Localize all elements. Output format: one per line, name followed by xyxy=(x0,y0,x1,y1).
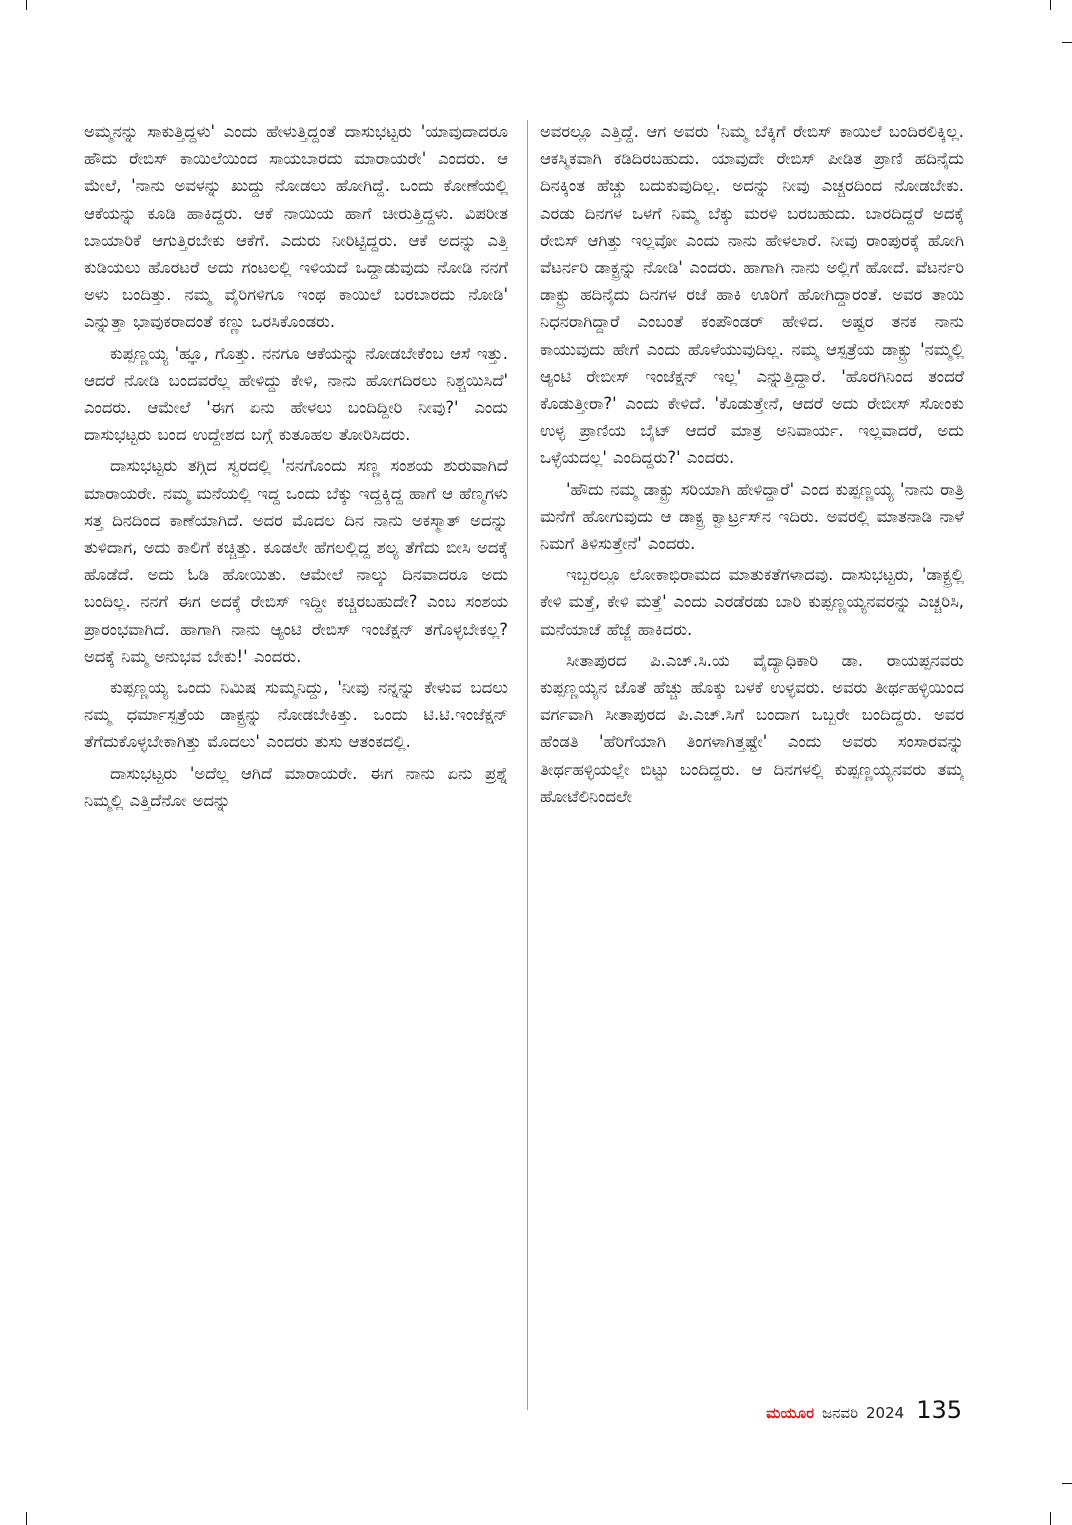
crop-mark-bottom-right xyxy=(1050,1512,1051,1525)
article-body xyxy=(84,118,964,1400)
crop-mark-top-left xyxy=(26,0,27,10)
page-footer xyxy=(766,1396,962,1424)
paragraph: ಕುಪ್ಪಣ್ಣಯ್ಯ ಒಂದು ನಿಮಿಷ ಸುಮ್ಮನಿದ್ದು, 'ನೀವು ನನ್ನನ್ನು ಕೇಳುವ ಬದಲು ನಮ್ಮ ಧರ್ಮಾಸ್ಪತ್ರೆಯ ಡಾಕ್ಟ್ರನ್ನು ನೋಡಬೇಕಿತ್ತು. ಒಂದು ಟಿ.ಟಿ.ಇಂಜೆಕ್ಷನ್ ತೆಗೆದುಕೊಳ್ಳಬೇಕಾಗಿತ್ತು ಮೊದಲು' ಎಂದರು ತುಸು ಆತಂಕದಲ್ಲಿ. xyxy=(84,678,508,752)
left-column xyxy=(84,118,508,1400)
paragraph: ಇಬ್ಬರಲ್ಲೂ ಲೋಕಾಭಿರಾಮದ ಮಾತುಕತೆಗಳಾದವು. ದಾಸುಭಟ್ಟರು, 'ಡಾಕ್ಟ್ರಲ್ಲಿ ಕೇಳಿ ಮತ್ತೆ, ಕೇಳಿ ಮತ್ತೆ' ಎಂದು ಎರಡೆರಡು ಬಾರಿ ಕುಪ್ಪಣ್ಣಯ್ಯನವರನ್ನು ಎಚ್ಚರಿಸಿ, ಮನೆಯಾಚೆ ಹೆಜ್ಜೆ ಹಾಕಿದರು. xyxy=(540,565,964,639)
paragraph: ಕುಪ್ಪಣ್ಣಯ್ಯ 'ಹ್ಞೂ, ಗೊತ್ತು. ನನಗೂ ಆಕೆಯನ್ನು ನೋಡಬೇಕೆಂಬ ಆಸೆ ಇತ್ತು. ಆದರೆ ನೋಡಿ ಬಂದವರೆಲ್ಲ ಹೇಳಿದ್ದು ಕೇಳಿ, ನಾನು ಹೋಗದಿರಲು ನಿಶ್ಚಯಿಸಿದೆ' ಎಂದರು. ಆಮೇಲೆ 'ಈಗ ಏನು ಹೇಳಲು ಬಂದಿದ್ದೀರಿ ನೀವು?' ಎಂದು ದಾಸುಭಟ್ಟರು ಬಂದ ಉದ್ದೇಶದ ಬಗ್ಗೆ ಕುತೂಹಲ ತೋರಿಸಿದರು. xyxy=(84,343,508,445)
paragraph: 'ಹೌದು ನಮ್ಮ ಡಾಕ್ಟ್ರು ಸರಿಯಾಗಿ ಹೇಳಿದ್ದಾರೆ' ಎಂದ ಕುಪ್ಪಣ್ಣಯ್ಯ 'ನಾನು ರಾತ್ರಿ ಮನೆಗೆ ಹೋಗುವುದು ಆ ಡಾಕ್ಟ್ರ ಕ್ವಾರ್ಟ್ರಸ್‌ನ ಇದಿರು. ಅವರಲ್ಲಿ ಮಾತನಾಡಿ ನಾಳೆ ನಿಮಗೆ ತಿಳಿಸುತ್ತೇನೆ' ಎಂದರು. xyxy=(540,479,964,554)
page-number: 135 xyxy=(916,1396,962,1424)
right-column xyxy=(540,118,964,1400)
issue-month: ಜನವರಿ xyxy=(822,1404,858,1422)
crop-mark-bottom-left xyxy=(26,1512,27,1525)
paragraph: ದಾಸುಭಟ್ಟರು 'ಅದೆಲ್ಲ ಆಗಿದೆ ಮಾರಾಯರೇ. ಈಗ ನಾನು ಏನು ಪ್ರಶ್ನೆ ನಿಮ್ಮಲ್ಲಿ ಎತ್ತಿದೆನೋ ಅದನ್ನು xyxy=(84,763,508,810)
issue-year: 2024 xyxy=(866,1404,905,1422)
crop-mark-right-bottom xyxy=(1062,1483,1072,1484)
paragraph: ದಾಸುಭಟ್ಟರು ತಗ್ಗಿದ ಸ್ವರದಲ್ಲಿ 'ನನಗೊಂದು ಸಣ್ಣ ಸಂಶಯ ಶುರುವಾಗಿದೆ ಮಾರಾಯರೇ. ನಮ್ಮ ಮನೆಯಲ್ಲಿ ಇದ್ದ ಒಂದು ಬೆಕ್ಕು ಇದ್ದಕ್ಕಿದ್ದ ಹಾಗೆ ಆ ಹೆಣ್ಮಗಳು ಸತ್ತ ದಿನದಿಂದ ಕಾಣೆಯಾಗಿದೆ. ಅದರ ಮೊದಲ ದಿನ ನಾನು ಅಕಸ್ಮಾತ್ ಅದನ್ನು ತುಳಿದಾಗ, ಅದು ಕಾಲಿಗೆ ಕಚ್ಚಿತ್ತು. ಕೂಡಲೇ ಹೆಗಲಲ್ಲಿದ್ದ ಶಲ್ಯ ತೆಗೆದು ಬೀಸಿ ಅದಕ್ಕೆ ಹೊಡೆದೆ. ಅದು ಓಡಿ ಹೋಯಿತು. ಆಮೇಲೆ ನಾಲ್ಕು ದಿನವಾದರೂ ಅದು ಬಂದಿಲ್ಲ. ನನಗೆ ಈಗ ಅದಕ್ಕೆ ರೇಬಿಸ್ ಇದ್ದೀ ಕಚ್ಚಿರಬಹುದೇ? ಎಂಬ ಸಂಶಯ ಪ್ರಾರಂಭವಾಗಿದೆ. ಹಾಗಾಗಿ ನಾನು ಆ್ಯಂಟಿ ರೇಬಿಸ್ ಇಂಜೆಕ್ಷನ್ ತಗೊಳ್ಳಬೇಕಲ್ಲ? ಅದಕ್ಕೆ ನಿಮ್ಮ ಅನುಭವ ಬೇಕು!' ಎಂದರು. xyxy=(84,456,508,666)
paragraph: ಸೀತಾಪುರದ ಪಿ.ಎಚ್.ಸಿ.ಯ ವೈದ್ಯಾಧಿಕಾರಿ ಡಾ. ರಾಯಪ್ಪನವರು ಕುಪ್ಪಣ್ಣಯ್ಯನ ಜೊತೆ ಹೆಚ್ಚು ಹೊಕ್ಕು ಬಳಕೆ ಉಳ್ಳವರು. ಅವರು ತೀರ್ಥಹಳ್ಳಿಯಿಂದ ವರ್ಗವಾಗಿ ಸೀತಾಪುರದ ಪಿ.ಎಚ್.ಸಿಗೆ ಬಂದಾಗ ಒಬ್ಬರೇ ಬಂದಿದ್ದರು. ಅವರ ಹೆಂಡತಿ 'ಹೆರಿಗೆಯಾಗಿ ತಿಂಗಳಾಗಿತ್ತಷ್ಟೇ' ಎಂದು ಅವರು ಸಂಸಾರವನ್ನು ತೀರ್ಥಹಳ್ಳಿಯಲ್ಲೇ ಬಿಟ್ಟು ಬಂದಿದ್ದರು. ಆ ದಿನಗಳಲ್ಲಿ ಕುಪ್ಪಣ್ಣಯ್ಯನವರು ತಮ್ಮ ಹೋಟೆಲಿನಿಂದಲೇ xyxy=(540,650,964,806)
magazine-brand: ಮಯೂರ xyxy=(766,1404,815,1422)
crop-mark-top-right xyxy=(1050,0,1051,10)
crop-mark-right-top xyxy=(1062,42,1072,43)
paragraph: ಅವರಲ್ಲೂ ಎತ್ತಿದ್ದೆ. ಆಗ ಅವರು 'ನಿಮ್ಮ ಬೆಕ್ಕಿಗೆ ರೇಬಿಸ್ ಕಾಯಿಲೆ ಬಂದಿರಲಿಕ್ಕಿಲ್ಲ. ಆಕಸ್ಮಿಕವಾಗಿ ಕಡಿದಿರಬಹುದು. ಯಾವುದೇ ರೇಬಿಸ್ ಪೀಡಿತ ಪ್ರಾಣಿ ಹದಿನೈದು ದಿನಕ್ಕಿಂತ ಹೆಚ್ಚು ಬದುಕುವುದಿಲ್ಲ. ಅದನ್ನು ನೀವು ಎಚ್ಚರದಿಂದ ನೋಡಬೇಕು. ಎರಡು ದಿನಗಳ ಒಳಗೆ ನಿಮ್ಮ ಬೆಕ್ಕು ಮರಳಿ ಬರಬಹುದು. ಬಾರದಿದ್ದರೆ ಅದಕ್ಕೆ ರೇಬಿಸ್ ಆಗಿತ್ತು ಇಲ್ಲವೋ ಎಂದು ನಾನು ಹೇಳಲಾರೆ. ನೀವು ರಾಂಪುರಕ್ಕೆ ಹೋಗಿ ವೆಟರ್ನರಿ ಡಾಕ್ಟ್ರನ್ನು ನೋಡಿ' ಎಂದರು. ಹಾಗಾಗಿ ನಾನು ಅಲ್ಲಿಗೆ ಹೋದೆ. ವೆಟರ್ನರಿ ಡಾಕ್ಟ್ರು ಹದಿನೈದು ದಿನಗಳ ರಜೆ ಹಾಕಿ ಊರಿಗೆ ಹೋಗಿದ್ದಾರಂತೆ. ಅವರ ತಾಯಿ ನಿಧನರಾಗಿದ್ದಾರೆ ಎಂಬಂತೆ ಕಂಪೌಂಡರ್ ಹೇಳಿದ. ಅಷ್ಟರ ತನಕ ನಾನು ಕಾಯುವುದು ಹೇಗೆ ಎಂದು ಹೊಳೆಯುವುದಿಲ್ಲ. ನಮ್ಮ ಆಸ್ಪತ್ರೆಯ ಡಾಕ್ಟ್ರು 'ನಮ್ಮಲ್ಲಿ ಆ್ಯಂಟಿ ರೇಬೀಸ್ ಇಂಜೆಕ್ಷನ್ ಇಲ್ಲ' ಎನ್ನುತ್ತಿದ್ದಾರೆ. 'ಹೊರಗಿನಿಂದ ತಂದರೆ ಕೊಡುತ್ತೀರಾ?' ಎಂದು ಕೇಳಿದೆ. 'ಕೊಡುತ್ತೇನೆ, ಆದರೆ ಅದು ರೇಬೀಸ್ ಸೋಂಕು ಉಳ್ಳ ಪ್ರಾಣಿಯ ಬೈಟ್ ಆದರೆ ಮಾತ್ರ ಅನಿವಾರ್ಯ. ಇಲ್ಲವಾದರೆ, ಅದು ಒಳ್ಳೆಯದಲ್ಲ' ಎಂದಿದ್ದರು?' ಎಂದರು. xyxy=(540,122,964,468)
paragraph: ಅಮ್ಮನನ್ನು ಸಾಕುತ್ತಿದ್ದಳು' ಎಂದು ಹೇಳುತ್ತಿದ್ದಂತೆ ದಾಸುಭಟ್ಟರು 'ಯಾವುದಾದರೂ ಹೌದು ರೇಬಿಸ್ ಕಾಯಿಲೆಯಿಂದ ಸಾಯಬಾರದು ಮಾರಾಯರೇ' ಎಂದರು. ಆ ಮೇಲೆ, 'ನಾನು ಅವಳನ್ನು ಖುದ್ದು ನೋಡಲು ಹೋಗಿದ್ದೆ. ಒಂದು ಕೋಣೆಯಲ್ಲಿ ಆಕೆಯನ್ನು ಕೂಡಿ ಹಾಕಿದ್ದರು. ಆಕೆ ನಾಯಿಯ ಹಾಗೆ ಚೀರುತ್ತಿದ್ದಳು. ವಿಪರೀತ ಬಾಯಾರಿಕೆ ಆಗುತ್ತಿರಬೇಕು ಆಕೆಗೆ. ಎದುರು ನೀರಿಟ್ಟಿದ್ದರು. ಆಕೆ ಅದನ್ನು ಎತ್ತಿ ಕುಡಿಯಲು ಹೊರಟರೆ ಅದು ಗಂಟಲಲ್ಲಿ ಇಳಿಯದೆ ಒದ್ದಾಡುವುದು ನೋಡಿ ನನಗೆ ಅಳು ಬಂದಿತ್ತು. ನಮ್ಮ ವೈರಿಗಳಿಗೂ ಇಂಥ ಕಾಯಿಲೆ ಬರಬಾರದು ನೋಡಿ' ಎನ್ನುತ್ತಾ ಭಾವುಕರಾದಂತೆ ಕಣ್ಣು ಒರಸಿಕೊಂಡರು. xyxy=(84,122,508,332)
